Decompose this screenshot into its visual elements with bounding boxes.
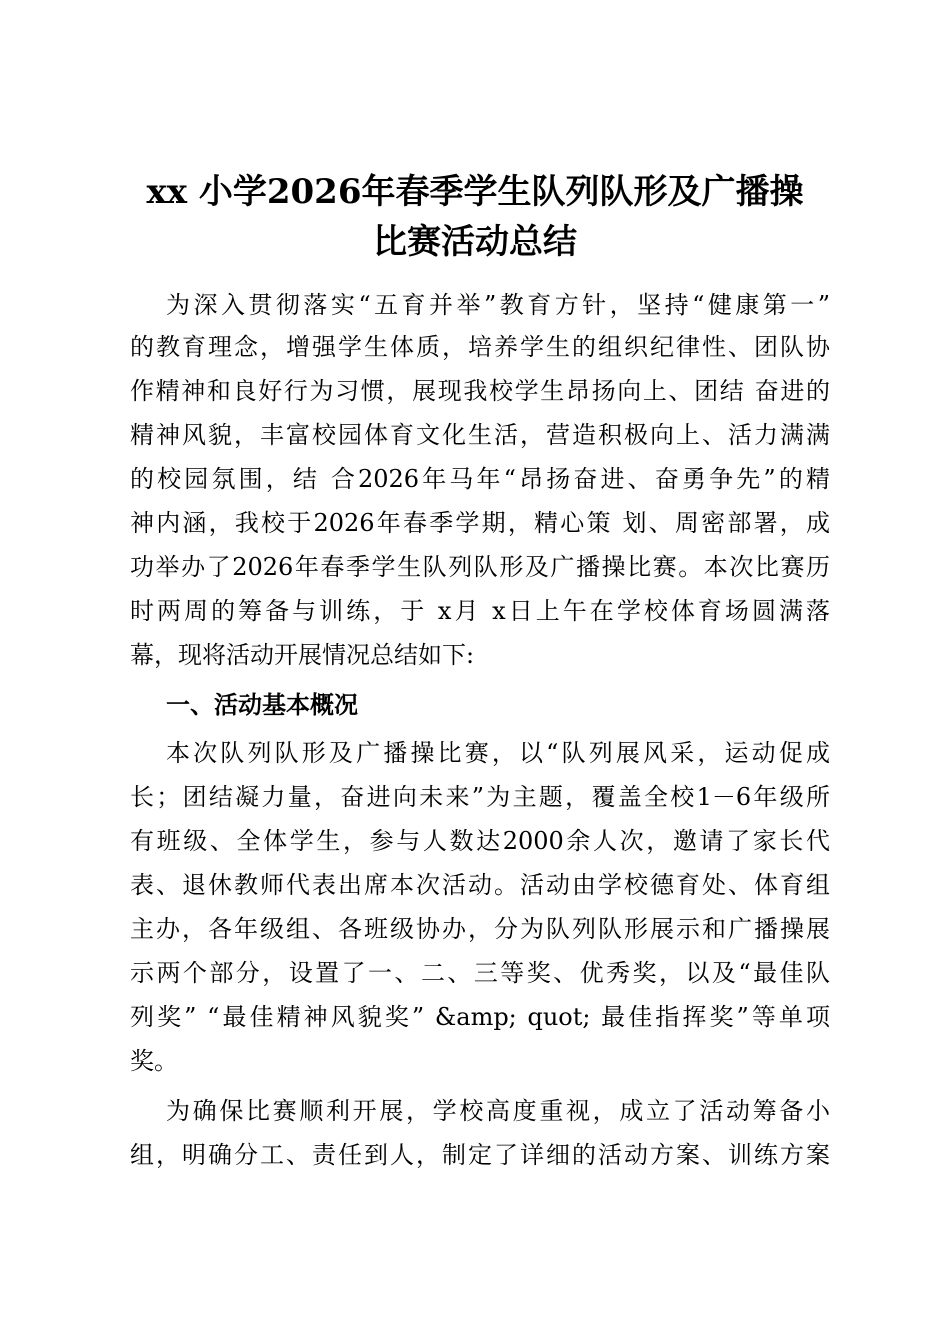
- paragraph-line: 长；团结凝力量，奋进向未来”为主题，覆盖全校1－6年级所: [130, 783, 830, 811]
- paragraph-line: 组，明确分工、责任到人，制定了详细的活动方案、训练方案: [130, 1141, 830, 1169]
- paragraph-line: 表、退休教师代表出席本次活动。活动由学校德育处、体育组: [130, 871, 830, 899]
- paragraph-line: 精神风貌，丰富校园体育文化生活，营造积极向上、活力满满: [130, 421, 830, 449]
- section-heading-1: 一、活动基本概况: [166, 690, 358, 719]
- paragraph-line: 主办，各年级组、各班级协办，分为队列队形展示和广播操展: [130, 915, 830, 943]
- paragraph-line: 神内涵，我校于2026年春季学期，精心策 划、周密部署，成: [130, 509, 830, 537]
- document-title-line-1: xx 小学2026年春季学生队列队形及广播操: [146, 172, 804, 212]
- paragraph-line: 的校园氛围，结 合2026年马年“昂扬奋进、奋勇争先”的精: [130, 465, 830, 493]
- paragraph-line: 奖。: [130, 1047, 178, 1075]
- paragraph-line: 作精神和良好行为习惯，展现我校学生昂扬向上、团结 奋进的: [130, 377, 830, 405]
- paragraph-line: 时两周的筹备与训练，于 x月 x日上午在学校体育场圆满落: [130, 597, 830, 625]
- paragraph-line: 本次队列队形及广播操比赛，以“队列展风采，运动促成: [166, 739, 830, 767]
- paragraph-line: 的教育理念，增强学生体质，培养学生的组织纪律性、团队协: [130, 333, 830, 361]
- paragraph-line: 有班级、全体学生，参与人数达2000余人次，邀请了家长代: [130, 827, 830, 855]
- paragraph-line: 幕，现将活动开展情况总结如下:: [130, 641, 475, 669]
- document-title-line-2: 比赛活动总结: [373, 222, 577, 262]
- paragraph-line: 示两个部分，设置了一、二、三等奖、优秀奖，以及“最佳队: [130, 959, 830, 987]
- paragraph-line: 列奖” “最佳精神风貌奖” &amp; quot; 最佳指挥奖”等单项: [130, 1003, 830, 1031]
- paragraph-line: 为确保比赛顺利开展，学校高度重视，成立了活动筹备小: [166, 1097, 830, 1125]
- paragraph-line: 功举办了2026年春季学生队列队形及广播操比赛。本次比赛历: [130, 553, 830, 581]
- paragraph-line: 为深入贯彻落实“五育并举”教育方针，坚持“健康第一”: [166, 291, 830, 319]
